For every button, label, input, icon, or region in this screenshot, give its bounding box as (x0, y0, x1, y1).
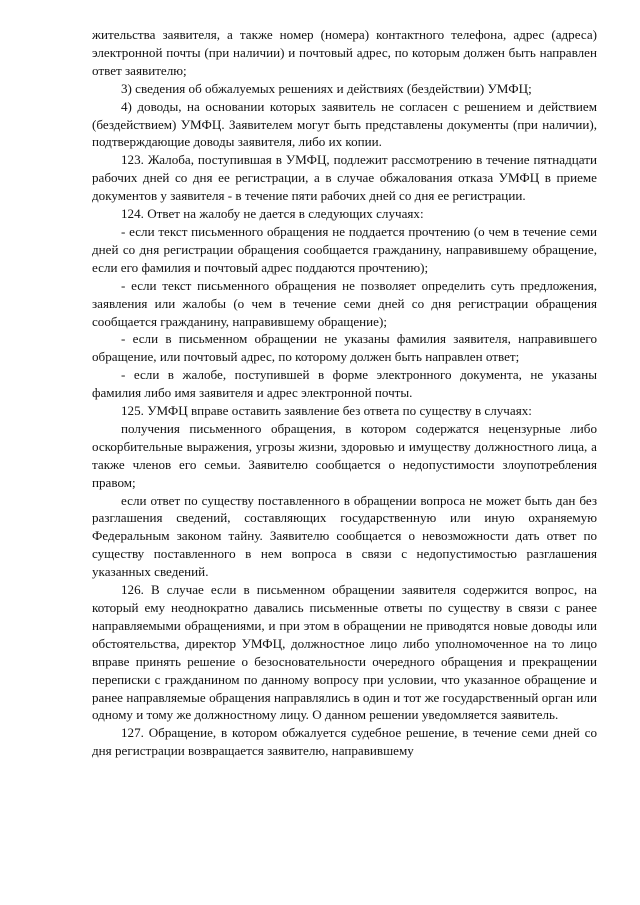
paragraph-124: 124. Ответ на жалобу не дается в следующих случаях: (121, 206, 424, 222)
paragraph-125-case-1: получения письменного обращения, в котором содержатся нецензурные либо оскорбительные выражения, угрозы жизни, здоровью и имуществу должностного лица, а также членов его семьи. Заявителю сообщается о недопустимости злоупотребления правом; (92, 420, 597, 490)
paragraph-124-case-1: - если текст письменного обращения не поддается прочтению (о чем в течение семи дней со дня регистрации обращения сообщается гражданину, направившему обращение, если его фамилия и почтовый адрес поддаются прочтению); (92, 223, 597, 275)
paragraph-124-case-3: - если в письменном обращении не указаны фамилия заявителя, направившего обращение, или почтовый адрес, по которому должен быть направлен ответ; (92, 331, 597, 365)
document-body (92, 26, 597, 760)
paragraph-124-case-2: - если текст письменного обращения не позволяет определить суть предложения, заявления или жалобы (о чем в течение семи дней со дня регистрации обращения сообщается гражданину, направившему обращение); (92, 277, 597, 329)
paragraph-123: 123. Жалоба, поступившая в УМФЦ, подлежит рассмотрению в течение пятнадцати рабочих дней со дня ее регистрации, а в случае обжалования отказа УМФЦ в приеме документов у заявителя - в течение пяти рабочих дней со дня ее регистрации. (92, 152, 597, 204)
paragraph-continuation: жительства заявителя, а также номер (номера) контактного телефона, адрес (адреса) электронной почты (при наличии) и почтовый адрес, по которым должен быть направлен ответ заявителю; (92, 27, 597, 78)
paragraph-124-case-4: - если в жалобе, поступившей в форме электронного документа, не указаны фамилия либо имя заявителя и адрес электронной почты. (92, 367, 597, 401)
paragraph-item-3: 3) сведения об обжалуемых решениях и действиях (бездействии) УМФЦ; (121, 80, 532, 96)
paragraph-item-4: 4) доводы, на основании которых заявитель не согласен с решением и действием (бездействием) УМФЦ. Заявителем могут быть представлены документы (при наличии), подтверждающие доводы заявителя, либо их копии. (92, 98, 597, 150)
paragraph-126: 126. В случае если в письменном обращении заявителя содержится вопрос, на который ему неоднократно давались письменные ответы по существу в связи с ранее направляемыми обращениями, и при этом в обращении не приводятся новые доводы или обстоятельства, директор УМФЦ, должностное лицо либо уполномоченное на то лицо вправе принять решение о безосновательности очередного обращения и прекращении переписки с гражданином по данному вопросу при условии, что указанное обращение и ранее направляемые обращения направлялись в один и тот же государственный орган или одному и тому же должностному лицу. О данном решении уведомляется заявитель. (92, 582, 597, 723)
paragraph-127: 127. Обращение, в котором обжалуется судебное решение, в течение семи дней со дня регистрации возвращается заявителю, направившему (92, 725, 597, 759)
paragraph-125: 125. УМФЦ вправе оставить заявление без ответа по существу в случаях: (121, 403, 532, 419)
paragraph-125-case-2: если ответ по существу поставленного в обращении вопроса не может быть дан без разглашения сведений, составляющих государственную или иную охраняемую Федеральным законом тайну. Заявителю сообщается о невозможности дать ответ по существу поставленного в нем вопроса в связи с недопустимостью разглашения указанных сведений. (92, 492, 597, 580)
